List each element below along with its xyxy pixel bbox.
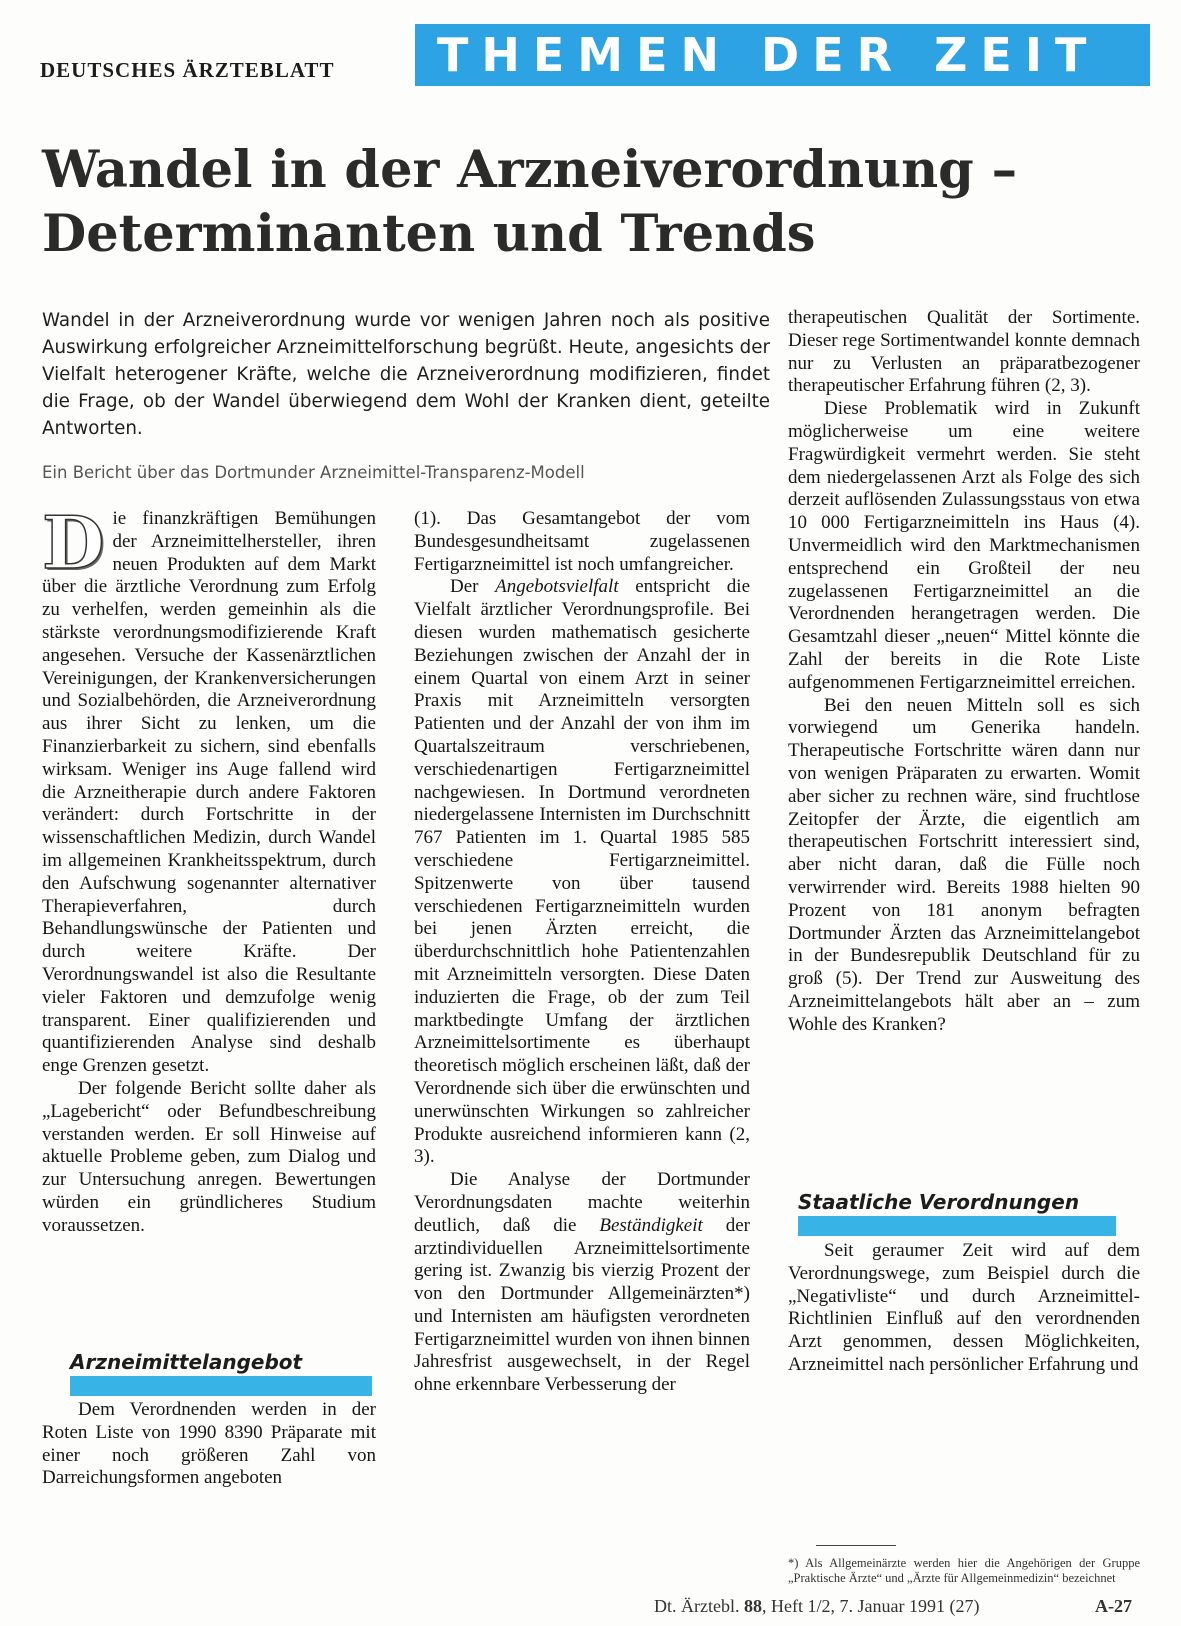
section-banner [415, 24, 1150, 86]
page-number: A-27 [1095, 1596, 1132, 1616]
article-title-line-2: Determinanten und Trends [42, 204, 816, 264]
column-3 [788, 307, 1140, 1037]
col1-paragraph-3: Dem Verordnenden werden in der Roten Liste von 1990 8390 Präparate mit einer noch größeren Zahl von Darreichungsformen angeboten [42, 1399, 376, 1489]
article-subline: Ein Bericht über das Dortmunder Arzneimittel-Transparenz-Modell [42, 463, 585, 482]
col3-paragraph-1: therapeutischen Qualität der Sortimente. Dieser rege Sortimentwandel konnte demnach nur zu Verlusten an präparatbezogener therapeutischer Erfahrung führen (2, 3). [788, 307, 1140, 397]
col2-paragraph-1: (1). Das Gesamtangebot der vom Bundesgesundheitsamt zugelassenen Fertigarzneimittel ist noch umfangreicher. [414, 508, 750, 575]
article-title-line-1: Wandel in der Arzneiverordnung – [42, 140, 1018, 200]
col1-paragraph-1 [42, 500, 376, 1078]
heading-arzneimittelangebot: Arzneimittelangebot [70, 1350, 303, 1374]
col2-p2-start: Der [450, 576, 496, 598]
page-footer [654, 1596, 979, 1617]
col2-p3-rest: der arztindividuellen Arzneimittelsortimente gering ist. Zwanzig bis vierzig Prozent der von den Dortmunder Allgemeinärzten*) und Internisten am häufigsten verordneten Fertigarzneimittel wurden von ihnen binnen Jahresfrist ausgewechselt, in der Regel ohne erkennbare Verbesserung der [414, 1214, 750, 1396]
column-2 [414, 508, 750, 1397]
column-1 [42, 500, 376, 1238]
heading-underline-bar [798, 1216, 1116, 1236]
col1-paragraph-2: Der folgende Bericht sollte daher als „Lagebericht“ oder Befundbeschreibung verstanden werden. Er soll Hinweise auf aktuelle Probleme geben, zum Dialog und zur Untersuchung anregen. Bewertungen würden ein gründlicheres Studium voraussetzen. [42, 1077, 376, 1236]
col3-paragraph-2: Diese Problematik wird in Zukunft möglicherweise um eine weitere Fragwürdigkeit vermehrt werden. Sie steht dem niedergelassenen Arzt als Folge des sich derzeit auflösenden Zulassungsstaus von etwa 10 000 Fertigarzneimitteln ins Haus (4). Unvermeidlich wird den Marktmechanismen entsprechend ein Großteil der neu zugelassenen Fertigarzneimittel an die Verordnenden herangetragen werden. Die Gesamtzahl dieser „neuen“ Mittel könnte die Zahl der bereits in die Rote Liste aufgenommenen Fertigarzneimittel erreichen. [788, 398, 1140, 693]
footnote-rule [816, 1545, 896, 1546]
column-1-continuation [42, 1399, 376, 1490]
article-lead: Wandel in der Arzneiverordnung wurde vor wenigen Jahren noch als positive Auswirkung erfolgreicher Arzneimittelforschung begrüßt. Heute, angesichts der Vielfalt heterogener Kräfte, welche die Arzneiverordnung modifizieren, findet die Frage, ob der Wandel überwiegend dem Wohl der Kranken dient, geteilte Antworten. [42, 310, 770, 439]
footer-issue: , Heft 1/2, 7. Januar 1991 (27) [761, 1596, 980, 1616]
journal-masthead: DEUTSCHES ÄRZTEBLATT [40, 58, 335, 82]
col3-paragraph-3: Bei den neuen Mitteln soll es sich vorwiegend um Generika handeln. Therapeutische Fortschritte wären dann nur von wenigen Präparaten zu erwarten. Womit aber sicher zu rechnen wäre, sind fruchtlose Zeitopfer der Ärzte, die eigentlich am therapeutischen Fortschritt interessiert sind, aber nicht daran, daß die Fülle noch verwirrender wird. Bereits 1988 hielten 90 Prozent von 181 anonym befragten Dortmunder Ärzten das Arzneimittelangebot in der Bundesrepublik Deutschland für zu groß (5). Der Trend zur Ausweitung des Arzneimittelangebots hält aber an – zum Wohle des Kranken? [788, 694, 1140, 1035]
heading-staatliche-verordnungen: Staatliche Verordnungen [798, 1190, 1080, 1214]
col2-paragraph-3 [414, 1169, 750, 1397]
footer-journal: Dt. Ärztebl. [654, 1596, 740, 1616]
column-3-continuation [788, 1240, 1140, 1377]
emphasis-bestaendigkeit: Beständigkeit [599, 1214, 703, 1236]
footer-volume: 88 [743, 1596, 762, 1616]
col1-paragraph-1-text: ie finanzkräftigen Bemühungen der Arzneimittelhersteller, ihren neuen Produkten auf dem Markt über die ärztliche Verordnung zum Erfolg zu verhelfen, werden gemeinhin als die stärkste verordnungsmodifizierende Kraft angesehen. Versuche der Kassenärztlichen Vereinigungen, der Krankenversicherungen und Sozialbehörden, die Arzneiverordnung aus ihrer Sicht zu lenken, um die Finanzierbarkeit zu sichern, sind ebenfalls wirksam. Weniger ins Auge fallend wird die Arzneitherapie durch andere Faktoren verändert: durch Fortschritte in der wissenschaftlichen Medizin, durch Wandel im allgemeinen Krankheitsspektrum, durch den Aufschwung sogenannter alternativer Therapieverfahren, durch Behandlungswünsche der Patienten und durch weitere Kräfte. Der Verordnungswandel ist also die Resultante vieler Faktoren und demzufolge wenig transparent. Einer qualifizierenden und quantifizierenden Analyse sind deshalb enge Grenzen gesetzt. [42, 508, 376, 1077]
col2-paragraph-2 [414, 576, 750, 1169]
drop-cap: D [42, 500, 105, 585]
col3-paragraph-4: Seit geraumer Zeit wird auf dem Verordnungswege, zum Beispiel durch die „Negativliste“ und durch Arzneimittel-Richtlinien Einfluß auf den verordnenden Arzt genommen, dessen Möglichkeiten, Arzneimittel nach persönlicher Erfahrung und [788, 1240, 1140, 1375]
col2-p3-start: Die Analyse der Dortmunder Verordnungsdaten machte weiterhin deutlich, daß die [414, 1169, 750, 1236]
footnote: *) Als Allgemeinärzte werden hier die Angehörigen der Gruppe „Praktische Ärzte“ und „Ärzte für Allgemeinmedizin“ bezeichnet [788, 1556, 1140, 1585]
col2-p2-rest: entspricht die Vielfalt ärztlicher Verordnungsprofile. Bei diesen wurden mathematisch gesicherte Beziehungen zwischen der Anzahl der in einem Quartal von einem Arzt in seiner Praxis mit Arzneimitteln versorgten Patienten und der Anzahl der von ihm im Quartalszeitraum verschriebenen, verschiedenartigen Fertigarzneimittel nachgewiesen. In Dortmund verordneten niedergelassene Internisten im Durchschnitt 767 Patienten im 1. Quartal 1985 585 verschiedene Fertigarzneimittel. Spitzenwerte von über tausend verschiedenen Fertigarzneimitteln wurden bei jenen Ärzten erreicht, die überdurchschnittlich hohe Patientenzahlen mit Arzneimitteln versorgten. Diese Daten induzierten die Frage, ob der zum Teil marktbedingte Umfang der ärztlichen Arzneimittelsortimente es überhaupt theoretisch möglich erscheinen läßt, daß der Verordnende sich über die erwünschten und unerwünschten Wirkungen so zahlreicher Produkte ausreichend informieren kann (2, 3). [414, 576, 751, 1168]
emphasis-angebotsvielfalt: Angebotsvielfalt [495, 576, 619, 598]
heading-underline-bar [70, 1376, 372, 1396]
article-title [42, 138, 1152, 266]
section-banner-label: THEMEN DER ZEIT [437, 28, 1100, 82]
